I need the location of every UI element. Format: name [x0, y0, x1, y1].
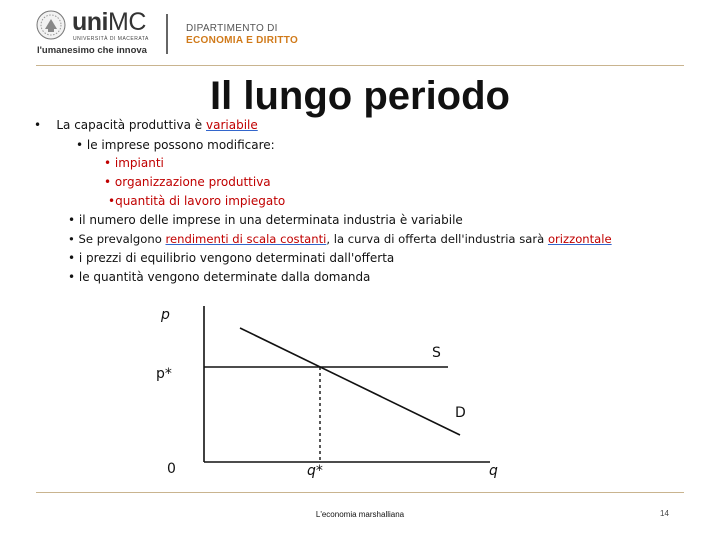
footer-text: L'economia marshalliana [315, 510, 405, 519]
x-axis-label: q [489, 463, 498, 479]
bullet-quantita: • le quantità vengono determinate dalla domanda [68, 270, 371, 284]
origin-label: 0 [167, 461, 176, 477]
demand-label: D [455, 405, 466, 421]
logo-tagline: l'umanesimo che innova [37, 45, 147, 56]
department-name-line1: DIPARTIMENTO DI [186, 23, 278, 34]
demand-curve [240, 328, 460, 435]
page-number: 14 [660, 509, 669, 518]
bullet-capacita: • La capacità produttiva è variabile [34, 118, 258, 132]
bullet-rendimenti: • Se prevalgono rendimenti di scala costanti, la curva di offerta dell'industria sarà orizzontale [68, 232, 612, 246]
logo-wordmark: uniMC [72, 8, 146, 36]
quantity-label: q* [307, 463, 323, 479]
bullet-impianti: • impianti [104, 156, 164, 170]
bullet-lavoro: •quantità di lavoro impiegato [108, 194, 286, 208]
price-label: p* [156, 366, 172, 382]
logo-subtitle: UNIVERSITÀ DI MACERATA [73, 36, 149, 42]
bottom-divider [36, 492, 684, 493]
bullet-organizzazione: • organizzazione produttiva [104, 175, 271, 189]
bullet-numero-imprese: • il numero delle imprese in una determinata industria è variabile [68, 213, 463, 227]
bullet-prezzi: • i prezzi di equilibrio vengono determinati dall'offerta [68, 251, 395, 265]
slide-title: Il lungo periodo [210, 74, 510, 118]
department-name-line2: ECONOMIA E DIRITTO [186, 35, 299, 46]
supply-label: S [432, 345, 441, 361]
y-axis-label: p [161, 307, 170, 323]
bullet-imprese: • le imprese possono modificare: [76, 138, 275, 152]
